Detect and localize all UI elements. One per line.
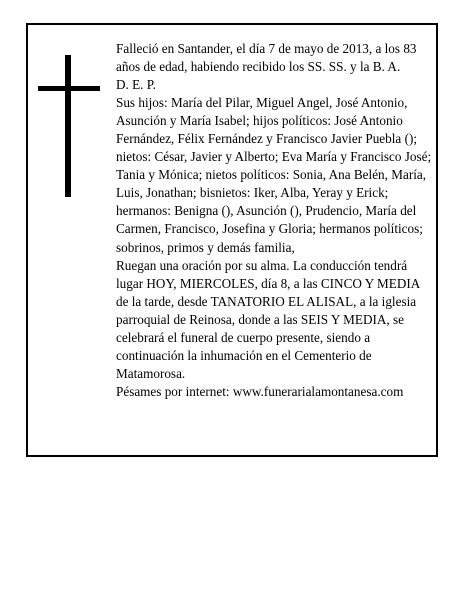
cross-vertical-bar — [65, 55, 71, 197]
cross-icon — [38, 55, 100, 197]
condolences-line: Pésames por internet: www.funerarialamontanesa.com — [116, 383, 404, 399]
funeral-details: Ruegan una oración por su alma. La conducción tendrá lugar HOY, MIERCOLES, día 8, a las CINCO Y MEDIA de la tarde, desde TANATORIO EL ALISAL, a la iglesia parroquial de Reinosa, donde a las SEIS Y MEDIA, se celebrará el funeral de cuerpo presente, siendo a continuación la inhumación en el Cementerio de Matamorosa. — [116, 257, 420, 381]
death-announcement: Falleció en Santander, el día 7 de mayo de 2013, a los 83 años de edad, habiendo recibido los SS. SS. y la B. A. — [116, 41, 417, 75]
notice-text — [116, 40, 432, 401]
rest-in-peace: D. E. P. — [116, 77, 156, 93]
obituary-notice — [26, 23, 438, 457]
cross-horizontal-bar — [38, 86, 100, 91]
family-list: Sus hijos: María del Pilar, Miguel Angel, José Antonio, Asunción y María Isabel; hijos políticos: José Antonio Fernández, Félix Fernández y Francisco Javier Puebla (); nietos: César, Javier y Alberto; Eva María y Francisco José; Tania y Mónica; nietos políticos: Sonia, Ana Belén, María, Luis, Jonathan; bisnietos: Iker, Alba, Yeray y Erick; hermanos: Benigna (), Asunción (), Prudencio, María del Carmen, Francisco, Josefina y Gloria; hermanos políticos; sobrinos, primos y demás familia, — [116, 95, 432, 255]
